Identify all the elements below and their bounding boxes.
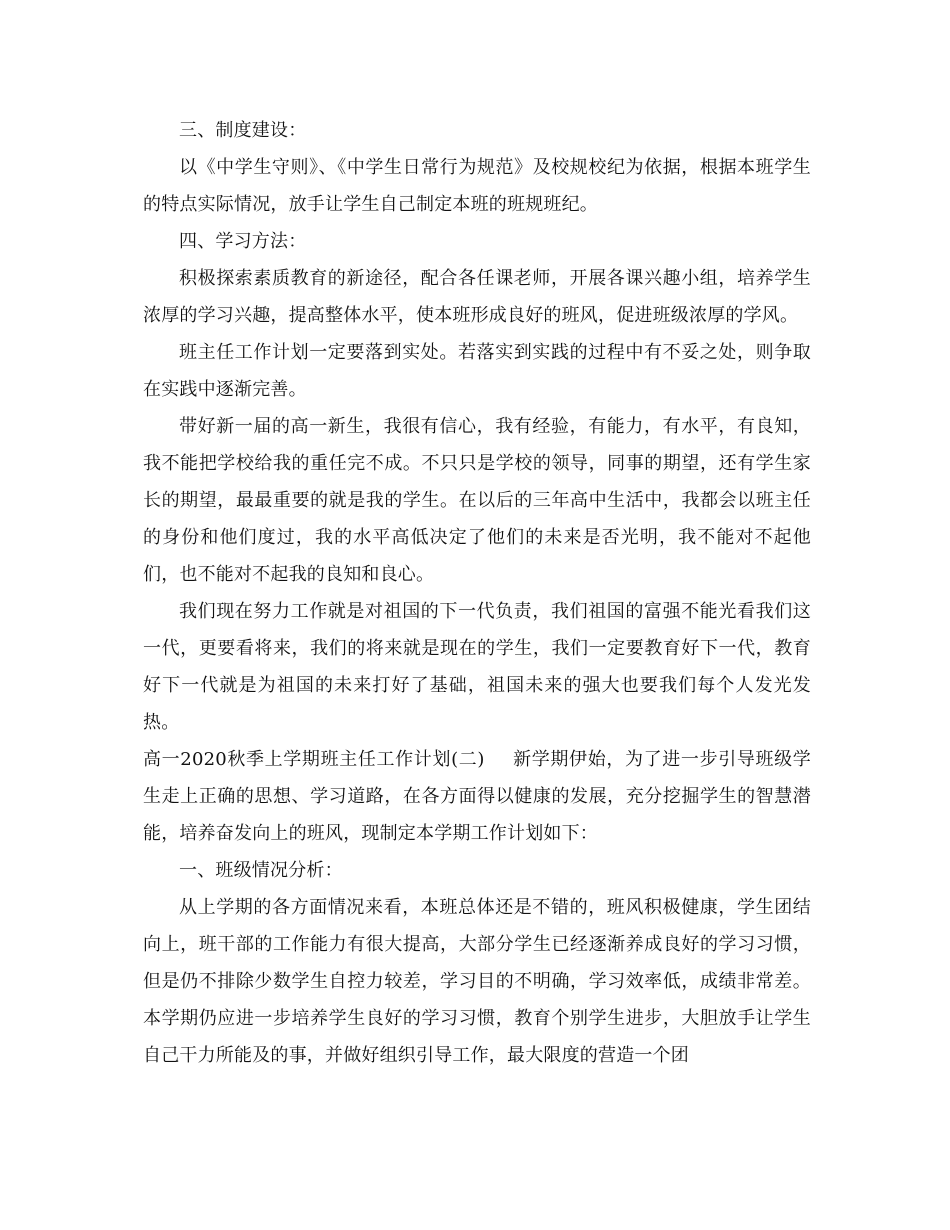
paragraph-confidence: 带好新一届的高一新生，我很有信心，我有经验，有能力，有水平，有良知，我不能把学校给我的重任完不成。不只只是学校的领导，同事的期望，还有学生家长的期望，最最重要的就是我的学生。在以后的三年高中生活中，我都会以班主任的身份和他们度过，我的水平高低决定了他们的未来是否光明，我不能对不起他们，也不能对不起我的良知和良心。: [143, 416, 811, 585]
section-heading-4: 四、学习方法：: [179, 231, 307, 252]
paragraph-class-analysis: 从上学期的各方面情况来看，本班总体还是不错的，班风积极健康，学生团结向上，班干部的工作能力有很大提高，大部分学生已经逐渐养成良好的学习习惯，但是仍不排除少数学生自控力较差，学习目的不明确，学习效率低，成绩非常差。本学期仍应进一步培养学生良好的学习习惯，教育个别学生进步，大胆放手让学生自己干力所能及的事，并做好组织引导工作，最大限度的营造一个团: [143, 897, 811, 1066]
paragraph-responsibility: 我们现在努力工作就是对祖国的下一代负责，我们祖国的富强不能光看我们这一代，更要看将来，我们的将来就是现在的学生，我们一定要教育好下一代，教育好下一代就是为祖国的未来打好了基础，祖国未来的强大也要我们每个人发光发热。: [143, 601, 811, 733]
document-body: [143, 112, 811, 1074]
section-heading-3: 三、制度建设：: [179, 120, 307, 141]
paragraph-rules: 以《中学生守则》、《中学生日常行为规范》及校规校纪为依据，根据本班学生的特点实际情况，放手让学生自己制定本班的班规班纪。: [143, 157, 811, 215]
plan-two-title: 高一2020秋季上学期班主任工作计划(二): [143, 749, 485, 770]
plan-two-intro: 新学期伊始，为了进一步引导班级学生走上正确的思想、学习道路，在各方面得以健康的发展，充分挖掘学生的智慧潜能，培养奋发向上的班风，现制定本学期工作计划如下：: [143, 749, 811, 844]
paragraph-learning-methods: 积极探索素质教育的新途径，配合各任课老师，开展各课兴趣小组，培养学生浓厚的学习兴趣，提高整体水平，使本班形成良好的班风，促进班级浓厚的学风。: [143, 268, 811, 326]
paragraph-implementation: 班主任工作计划一定要落到实处。若落实到实践的过程中有不妥之处，则争取在实践中逐渐完善。: [143, 342, 811, 400]
paragraph-plan-two: [143, 741, 811, 852]
section-heading-1: 一、班级情况分析：: [179, 860, 343, 881]
